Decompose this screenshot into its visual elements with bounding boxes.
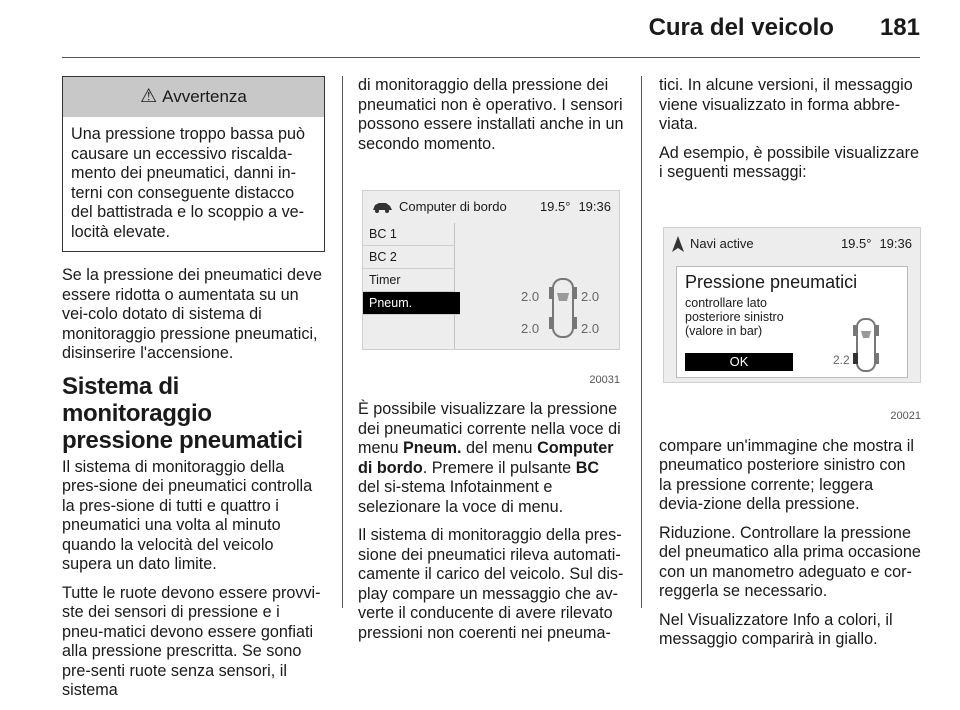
column-1: [62, 76, 325, 710]
display-time: 19:36: [578, 199, 611, 215]
display-title: Navi active: [690, 235, 754, 251]
page-number: 181: [879, 14, 920, 41]
tyre-value-front-left: 2.0: [521, 289, 540, 304]
section-heading: Sistema di monitoraggio pressione pneumatici: [62, 372, 303, 454]
paragraph: Ad esempio, è possibile visualizzare i seguenti messaggi:: [659, 143, 920, 181]
display-topbar: [363, 191, 619, 223]
tyre-value-rear-right: 2.0: [581, 321, 600, 336]
paragraph: di monitoraggio della pressione dei pneumatici non è operativo. I sensori possono essere installati anche in un secondo momento.: [358, 76, 624, 153]
paragraph: Il sistema di monitoraggio della pres-sione dei pneumatici controlla la pres-sione di tutti e quattro i pneumatici una volta al minuto quando la velocità del veicolo supera un dato limite.: [62, 457, 313, 573]
paragraph: Tutte le ruote devono essere provvi-ste dei sensori di pressione e i pneu-matici devono essere gonfiati alla pressione prescritta. Se sono pre-senti ruote senza sensori, il sistema: [62, 583, 321, 699]
display-temp: 19.5°: [539, 199, 571, 215]
paragraph: tici. In alcune versioni, il messaggio viene visualizzato in forma abbre-viata.: [659, 76, 913, 133]
column-3: [659, 76, 921, 659]
car-top-view-icon: [549, 277, 577, 339]
warning-header: [63, 77, 324, 117]
paragraph: Nel Visualizzatore Info a colori, il messaggio comparirà in giallo.: [659, 610, 893, 648]
tyre-value-rear-left: 2.2: [833, 352, 850, 367]
warning-text: Una pressione troppo bassa può causare un eccessivo riscalda-mento dei pneumatici, danni in-terni con conseguente distacco del battistrada e lo scoppio a ve-locità elevate.: [71, 125, 305, 241]
figure-number: 20021: [890, 410, 921, 422]
figure-number: 20031: [589, 373, 620, 386]
paragraph: Riduzione. Controllare la pressione del pneumatico alla prima occasione con un manometro adeguato e cor-reggerla se necessario.: [659, 523, 921, 600]
page-header: [649, 14, 920, 42]
chapter-title: Cura del veicolo: [648, 14, 834, 41]
menu-item-bc2[interactable]: BC 2: [363, 246, 454, 269]
menu-item-pneum[interactable]: Pneum.: [363, 292, 460, 315]
menu-item-bc1[interactable]: BC 1: [363, 223, 454, 246]
paragraph: È possibile visualizzare la pressione dei pneumatici corrente nella voce di menu Pneum. del menu Computer di bordo. Premere il pulsante BC del si-stema Infotainment e selezionare la voce di menu.: [358, 400, 621, 516]
display-temp: 19.5°: [840, 235, 872, 251]
navigation-arrow-icon: [672, 236, 684, 252]
column-divider: [342, 76, 343, 608]
paragraph: Se la pressione dei pneumatici deve essere ridotta o aumentata su un vei-colo dotato di sistema di monitoraggio pressione pneumatici, disinserire l'accensione.: [62, 266, 323, 362]
paragraph: Il sistema di monitoraggio della pres-sione dei pneumatici rileva automati-camente il carico del veicolo. Sul dis-play compare un messaggio che av-verte il conducente di avere rilevato pressioni non coerenti nei pneuma-: [358, 526, 624, 642]
warning-icon: ⚠: [140, 86, 158, 108]
ok-button[interactable]: OK: [685, 353, 793, 371]
display-time: 19:36: [879, 235, 912, 251]
car-icon: [371, 201, 393, 213]
figure-board-computer: [358, 168, 620, 390]
figure-tyre-pressure-message: [659, 197, 921, 427]
display-topbar: [664, 228, 920, 260]
bc-menu: [363, 223, 455, 349]
warning-box: [62, 76, 325, 252]
column-divider: [641, 76, 642, 608]
car-top-view-icon: [853, 317, 879, 373]
column-2: [358, 76, 624, 652]
menu-item-timer[interactable]: Timer: [363, 269, 454, 292]
dialog-message: controllare lato posteriore sinistro (valore in bar): [685, 296, 784, 338]
warning-title: Avvertenza: [162, 87, 247, 107]
dialog-title: Pressione pneumatici: [685, 271, 858, 292]
tyre-value-front-right: 2.0: [581, 289, 600, 304]
display-screen: [362, 190, 620, 350]
pressure-dialog: [676, 266, 908, 378]
display-screen: [663, 227, 921, 383]
tyre-diagram: [523, 283, 613, 353]
header-divider: [62, 57, 920, 58]
paragraph: compare un'immagine che mostra il pneumatico posteriore sinistro con la pressione corrente; leggera devia-zione della pressione.: [659, 436, 915, 513]
display-title: Computer di bordo: [399, 199, 507, 215]
tyre-value-rear-left: 2.0: [521, 321, 540, 336]
